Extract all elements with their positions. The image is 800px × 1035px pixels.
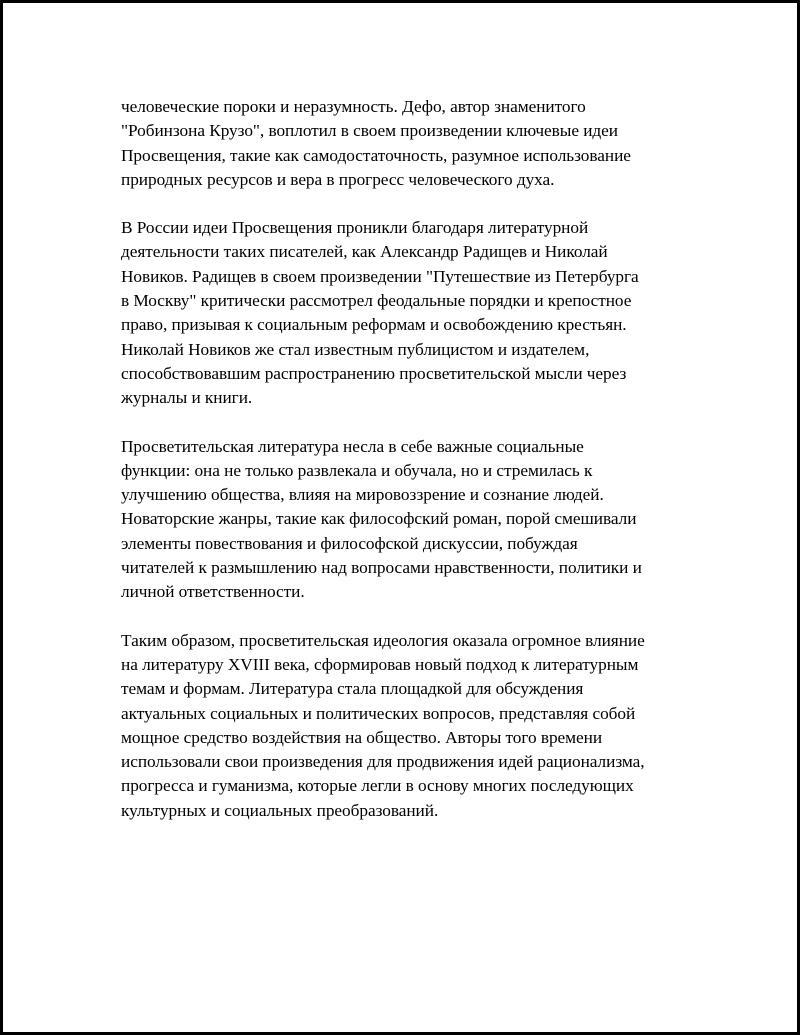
paragraph-conclusion: Таким образом, просветительская идеология оказала огромное влияние на литературу XVIII века, сформировав новый подход к литературным темам и формам. Литература стала площадкой для обсуждения актуальных социальных и политических вопросов, представляя собой мощное средство воздействия на общество. Авторы того времени использовали свои произведения для продвижения идей рационализма, прогресса и гуманизма, которые легли в основу многих последующих культурных и социальных преобразований. — [121, 630, 645, 820]
paragraph-russia-enlightenment: В России идеи Просвещения проникли благодаря литературной деятельности таких писателей, как Александр Радищев и Николай Новиков. Радищев в своем произведении "Путешествие из Петербурга в Москву" критически рассмотрел феодальные порядки и крепостное право, призывая к социальным реформам и освобождению крестьян. Николай Новиков же стал известным публицистом и издателем, способствовавшим распространению просветительской мысли через журналы и книги. — [121, 218, 639, 408]
paragraph-defoe: человеческие пороки и неразумность. Дефо, автор знаменитого "Робинзона Крузо", воплотил в своем произведении ключевые идеи Просвещения, такие как самодостаточность, разумное использование природных ресурсов и вера в прогресс человеческого духа. — [121, 97, 631, 189]
paragraph-social-functions: Просветительская литература несла в себе важные социальные функции: она не только развлекала и обучала, но и стремилась к улучшению общества, влияя на мировоззрение и сознание людей. Новаторские жанры, такие как философский роман, порой смешивали элементы повествования и философской дискуссии, побуждая читателей к размышлению над вопросами нравственности, политики и личной ответственности. — [121, 436, 642, 602]
text-body — [121, 95, 681, 823]
